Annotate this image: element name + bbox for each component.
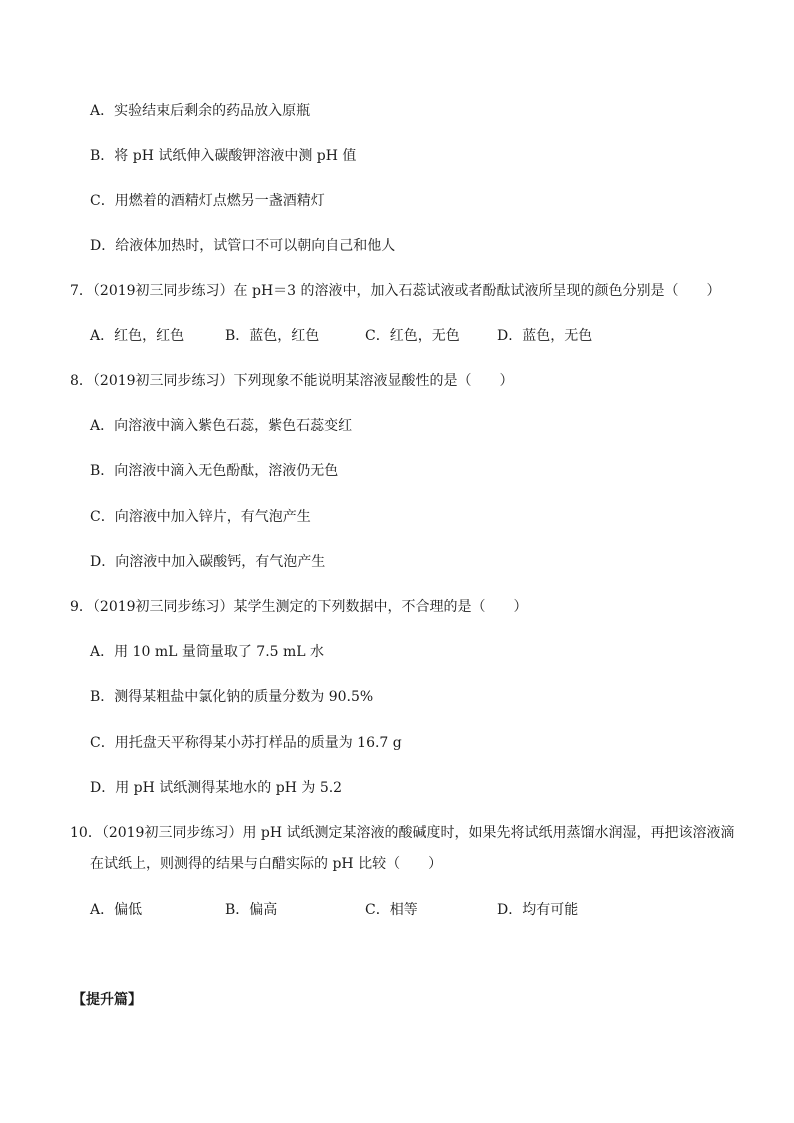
q7-option-b: B．蓝色，红色 [225,328,320,344]
q8-stem: 8．（2019初三同步练习）下列现象不能说明某溶液显酸性的是（ ） [70,373,514,389]
q10-stem-line1: 10．（2019初三同步练习）用 pH 试纸测定某溶液的酸碱度时，如果先将试纸用蒸馏水润湿，再把该溶液滴 [70,825,735,841]
q6-option-c: C．用燃着的酒精灯点燃另一盏酒精灯 [90,193,325,209]
q6-option-a: A．实验结束后剩余的药品放入原瓶 [90,103,311,119]
q9-option-c: C．用托盘天平称得某小苏打样品的质量为 16.7 g [90,735,402,751]
q10-option-d: D．均有可能 [497,902,579,918]
q7-option-d: D．蓝色，无色 [497,328,593,344]
q8-option-d: D．向溶液中加入碳酸钙，有气泡产生 [90,554,326,570]
q6-option-d: D．给液体加热时，试管口不可以朝向自己和他人 [90,238,396,254]
q10-option-a: A．偏低 [90,902,143,918]
q6-option-b: B．将 pH 试纸伸入碳酸钾溶液中测 pH 值 [90,148,357,164]
q9-option-a: A．用 10 mL 量筒量取了 7.5 mL 水 [90,644,325,660]
q9-option-b: B．测得某粗盐中氯化钠的质量分数为 90.5% [90,689,374,705]
q7-option-a: A．红色，红色 [90,328,185,344]
q8-option-b: B．向溶液中滴入无色酚酞，溶液仍无色 [90,463,339,479]
q9-option-d: D．用 pH 试纸测得某地水的 pH 为 5.2 [90,780,343,796]
q9-stem: 9．（2019初三同步练习）某学生测定的下列数据中，不合理的是（ ） [70,599,528,615]
q7-stem: 7．（2019初三同步练习）在 pH＝3 的溶液中，加入石蕊试液或者酚酞试液所呈现的颜色分别是（ ） [70,283,721,299]
q10-option-c: C．相等 [365,902,418,918]
section-title: 【提升篇】 [72,992,142,1008]
q8-option-a: A．向溶液中滴入紫色石蕊，紫色石蕊变红 [90,418,353,434]
q10-option-b: B．偏高 [225,902,278,918]
q8-option-c: C．向溶液中加入锌片，有气泡产生 [90,509,311,525]
q7-option-c: C．红色，无色 [365,328,460,344]
q10-stem-line2: 在试纸上，则测得的结果与白醋实际的 pH 比较（ ） [90,856,443,872]
